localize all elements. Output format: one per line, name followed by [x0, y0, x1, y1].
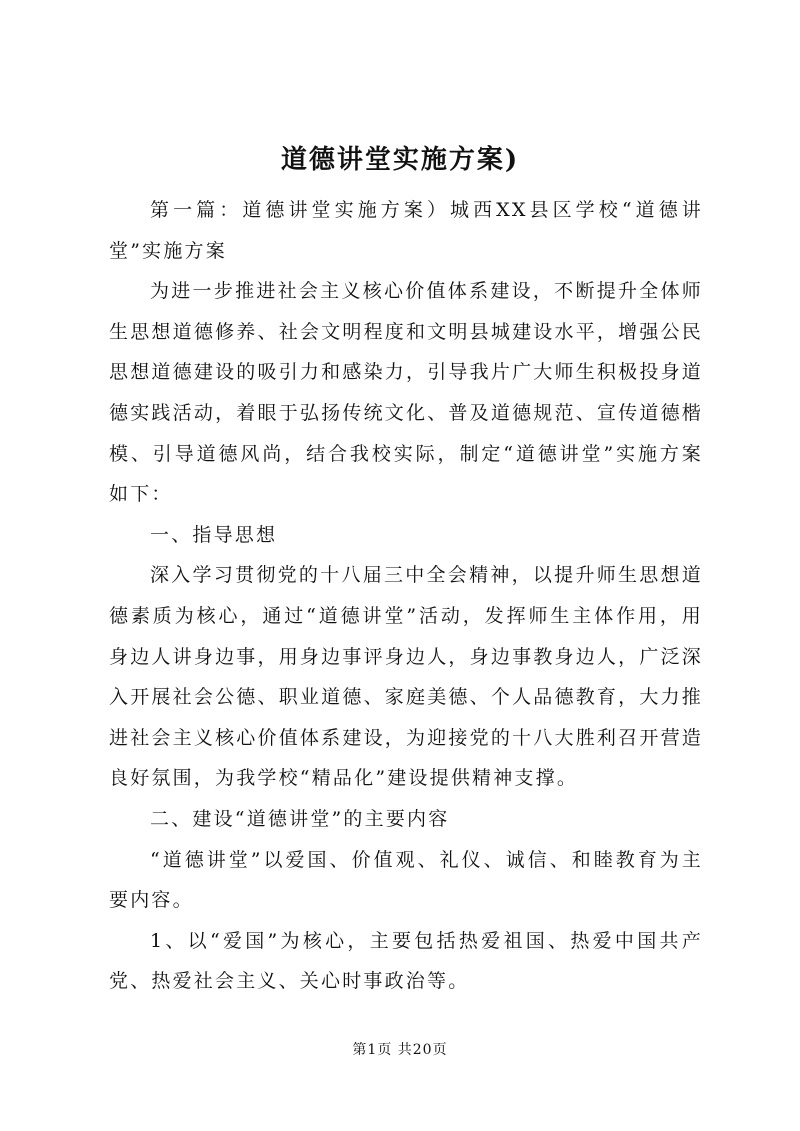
page-number: 第1页 共20页 — [352, 1042, 448, 1058]
list-item-patriotism: 1、以“爱国”为核心，主要包括热爱祖国、热爱中国共产党、热爱社会主义、关心时事政治等。 — [109, 929, 703, 993]
section-heading-main-content: 二、建设“道德讲堂”的主要内容 — [150, 807, 450, 830]
paragraph-heading-intro: 第一篇：道德讲堂实施方案）城西XX县区学校“道德讲堂”实施方案 — [109, 199, 703, 262]
paragraph-guiding-ideology: 深入学习贯彻党的十八届三中全会精神，以提升师生思想道德素质为核心，通过“道德讲堂”活动，发挥师生主体作用，用身边人讲身边事，用身边事评身边人，身边事教身边人，广泛深入开展社会公德、职业道德、家庭美德、个人品德教育，大力推进社会主义核心价值体系建设，为迎接党的十八大胜利召开营造良好氛围，为我学校“精品化”建设提供精神支撑。 — [109, 564, 703, 790]
paragraph-main-content: “道德讲堂”以爱国、价值观、礼仪、诚信、和睦教育为主要内容。 — [109, 848, 703, 912]
document-title: 道德讲堂实施方案) — [280, 145, 520, 175]
section-heading-guiding-ideology: 一、指导思想 — [150, 523, 278, 546]
paragraph-purpose: 为进一步推进社会主义核心价值体系建设，不断提升全体师生思想道德修养、社会文明程度和文明县城建设水平，增强公民思想道德建设的吸引力和感染力，引导我片广大师生积极投身道德实践活动，着眼于弘扬传统文化、普及道德规范、宣传道德楷模、引导道德风尚，结合我校实际，制定“道德讲堂”实施方案如下： — [109, 280, 703, 506]
document-body — [109, 190, 703, 1002]
